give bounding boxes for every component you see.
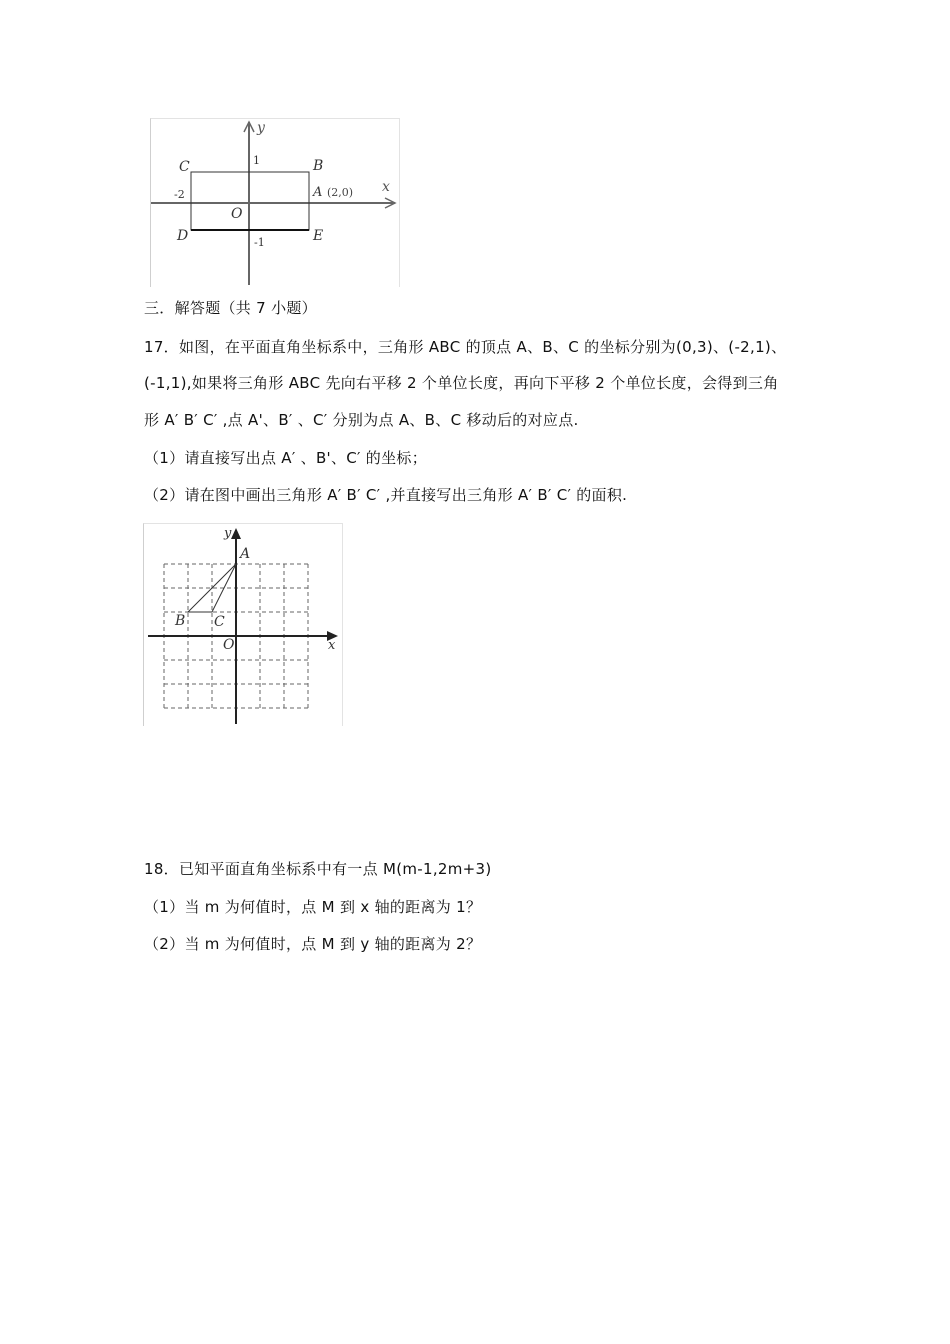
rectangle-coordinate-figure [150, 118, 400, 287]
q17-stem-line1: 17．如图，在平面直角坐标系中，三角形 ABC 的顶点 A、B、C 的坐标分别为(0,3)、(-2,1)、 [144, 338, 787, 356]
point-a-label: A [240, 546, 251, 562]
q17-stem-line3: 形 A′ B′ C′ ,点 A'、B′ 、C′ 分别为点 A、B、C 移动后的对应点. [144, 411, 579, 429]
q17-stem-line2: (-1,1),如果将三角形 ABC 先向右平移 2 个单位长度，再向下平移 2 个单位长度，会得到三角 [144, 374, 779, 392]
q18-part1: （1）当 m 为何值时，点 M 到 x 轴的距离为 1？ [144, 898, 482, 916]
tick-label-1: 1 [253, 154, 260, 167]
tick-label-neg2: -2 [174, 188, 185, 201]
point-e-label: E [313, 228, 324, 244]
x-axis-label: x [382, 179, 390, 195]
y-axis-arrow [231, 528, 241, 539]
point-d-label: D [177, 228, 189, 244]
point-b-label: B [175, 613, 186, 629]
q17-part2: （2）请在图中画出三角形 A′ B′ C′ ,并直接写出三角形 A′ B′ C′ 的面积. [144, 486, 628, 504]
point-a-label: A [313, 185, 323, 200]
x-axis-label: x [328, 638, 336, 653]
point-c-label: C [179, 159, 190, 175]
y-axis-label: y [224, 526, 232, 541]
triangle-figure-svg [144, 524, 342, 726]
tick-label-neg1: -1 [254, 236, 265, 249]
origin-label: O [231, 206, 243, 222]
q18-part2: （2）当 m 为何值时，点 M 到 y 轴的距离为 2？ [144, 935, 482, 953]
y-axis-label: y [257, 120, 265, 136]
q18-stem: 18．已知平面直角坐标系中有一点 M(m-1,2m+3) [144, 860, 492, 878]
point-c-label: C [214, 614, 225, 630]
triangle-grid-figure [143, 523, 343, 726]
q17-part1: （1）请直接写出点 A′ 、B'、C′ 的坐标； [144, 449, 428, 467]
point-a-coordinate: (2,0) [327, 186, 354, 199]
point-b-label: B [313, 158, 324, 174]
rectangle-figure-svg [151, 119, 399, 287]
origin-label: O [223, 637, 235, 653]
section-heading: 三．解答题（共 7 小题） [144, 299, 317, 317]
